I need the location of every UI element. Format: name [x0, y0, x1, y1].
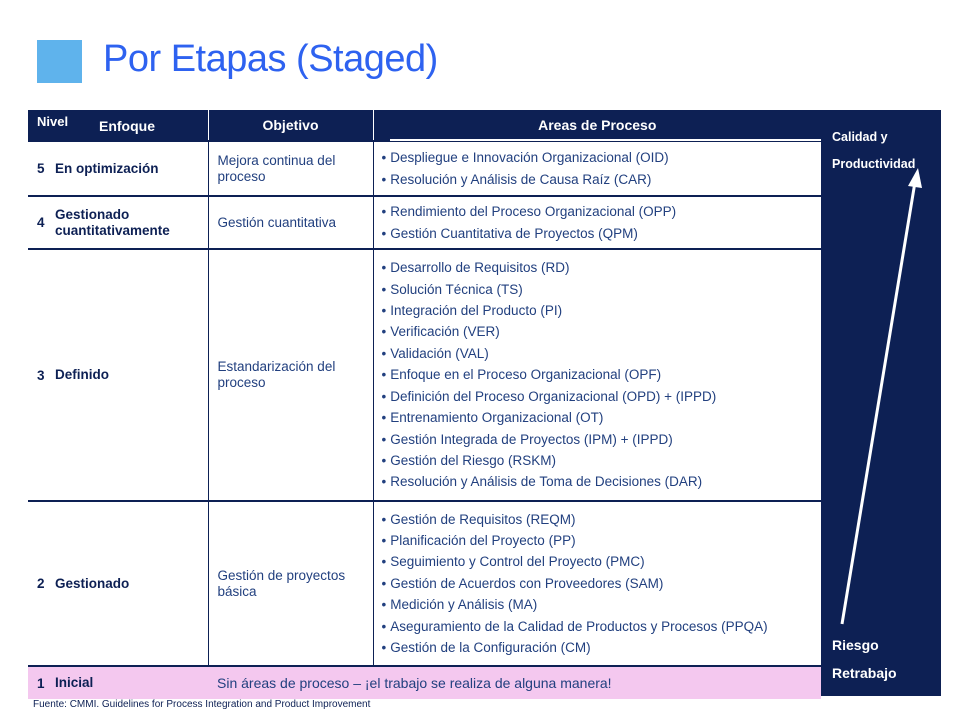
level-1-cell	[28, 666, 208, 699]
area-item: • Gestión de la Configuración (CM)	[382, 637, 822, 658]
level-areas	[373, 501, 821, 666]
area-item: • Gestión Cuantitativa de Proyectos (QPM)	[382, 223, 822, 244]
area-item: • Definición del Proceso Organizacional (OPD) + (IPPD)	[382, 386, 822, 407]
area-item: • Planificación del Proyecto (PP)	[382, 530, 822, 551]
area-item: • Gestión de Requisitos (REQM)	[382, 509, 822, 530]
area-item: • Integración del Producto (PI)	[382, 300, 822, 321]
header-nivel: Nivel	[37, 114, 69, 129]
side-label-riesgo: Riesgo	[832, 637, 879, 653]
improvement-arrow-icon	[830, 168, 926, 630]
table-row-level-1	[28, 666, 821, 699]
side-label-bottom	[832, 631, 897, 687]
header-areas	[373, 110, 821, 141]
area-item: • Seguimiento y Control del Proyecto (PMC)	[382, 551, 822, 572]
table-row-level-5	[28, 141, 821, 196]
table-row-level-4	[28, 196, 821, 249]
level-2-cell	[28, 501, 208, 666]
table-row-level-3	[28, 249, 821, 501]
title-square-decoration	[37, 40, 82, 83]
level-enfoque: Gestionado cuantitativamente	[55, 206, 170, 238]
table-header-row	[28, 110, 821, 141]
table-row-level-2	[28, 501, 821, 666]
level-enfoque: Definido	[55, 367, 109, 382]
level-areas	[373, 141, 821, 196]
level-objetivo: Gestión cuantitativa	[208, 196, 373, 249]
area-item: • Rendimiento del Proceso Organizacional (OPP)	[382, 201, 822, 222]
level-number: 2	[37, 576, 45, 591]
level-objetivo: Estandarización del proceso	[208, 249, 373, 501]
levels-table	[28, 110, 821, 699]
header-areas-label: Areas de Proceso	[538, 117, 657, 133]
area-item: • Gestión de Acuerdos con Proveedores (SAM)	[382, 573, 822, 594]
level-4-cell	[28, 196, 208, 249]
level-1-text: Sin áreas de proceso – ¡el trabajo se realiza de alguna manera!	[208, 666, 821, 699]
level-areas	[373, 196, 821, 249]
area-item: • Gestión Integrada de Proyectos (IPM) + (IPPD)	[382, 429, 822, 450]
level-3-cell	[28, 249, 208, 501]
header-objetivo: Objetivo	[208, 110, 373, 141]
area-item: • Solución Técnica (TS)	[382, 279, 822, 300]
level-number: 4	[37, 215, 45, 230]
level-number: 1	[37, 675, 45, 691]
level-number: 3	[37, 367, 45, 383]
header-underline	[390, 139, 822, 141]
area-item: • Entrenamiento Organizacional (OT)	[382, 407, 822, 428]
area-item: • Aseguramiento de la Calidad de Productos y Procesos (PPQA)	[382, 616, 822, 637]
level-areas	[373, 249, 821, 501]
side-label-productividad: Productividad	[832, 157, 916, 171]
header-enfoque: Enfoque	[99, 118, 155, 134]
source-footnote: Fuente: CMMI. Guidelines for Process Integration and Product Improvement	[33, 699, 371, 710]
area-item: • Validación (VAL)	[382, 343, 822, 364]
area-item: • Medición y Análisis (MA)	[382, 594, 822, 615]
side-label-retrabajo: Retrabajo	[832, 665, 897, 681]
area-item: • Desarrollo de Requisitos (RD)	[382, 257, 822, 278]
area-item: • Verificación (VER)	[382, 321, 822, 342]
level-number: 5	[37, 161, 45, 176]
side-label-calidad: Calidad y	[832, 130, 888, 144]
level-enfoque: Gestionado	[55, 575, 130, 591]
level-objetivo: Gestión de proyectos básica	[208, 501, 373, 666]
level-5-cell	[28, 141, 208, 196]
area-item: • Enfoque en el Proceso Organizacional (OPF)	[382, 364, 822, 385]
area-item: • Resolución y Análisis de Causa Raíz (CAR)	[382, 169, 822, 190]
level-enfoque: Inicial	[55, 675, 94, 690]
area-item: • Despliegue e Innovación Organizacional (OID)	[382, 147, 822, 168]
level-enfoque: En optimización	[55, 160, 159, 176]
area-item: • Resolución y Análisis de Toma de Decisiones (DAR)	[382, 471, 822, 492]
area-item: • Gestión del Riesgo (RSKM)	[382, 450, 822, 471]
page-title: Por Etapas (Staged)	[103, 38, 438, 80]
level-objetivo: Mejora continua del proceso	[208, 141, 373, 196]
header-nivel-enfoque	[28, 110, 208, 141]
